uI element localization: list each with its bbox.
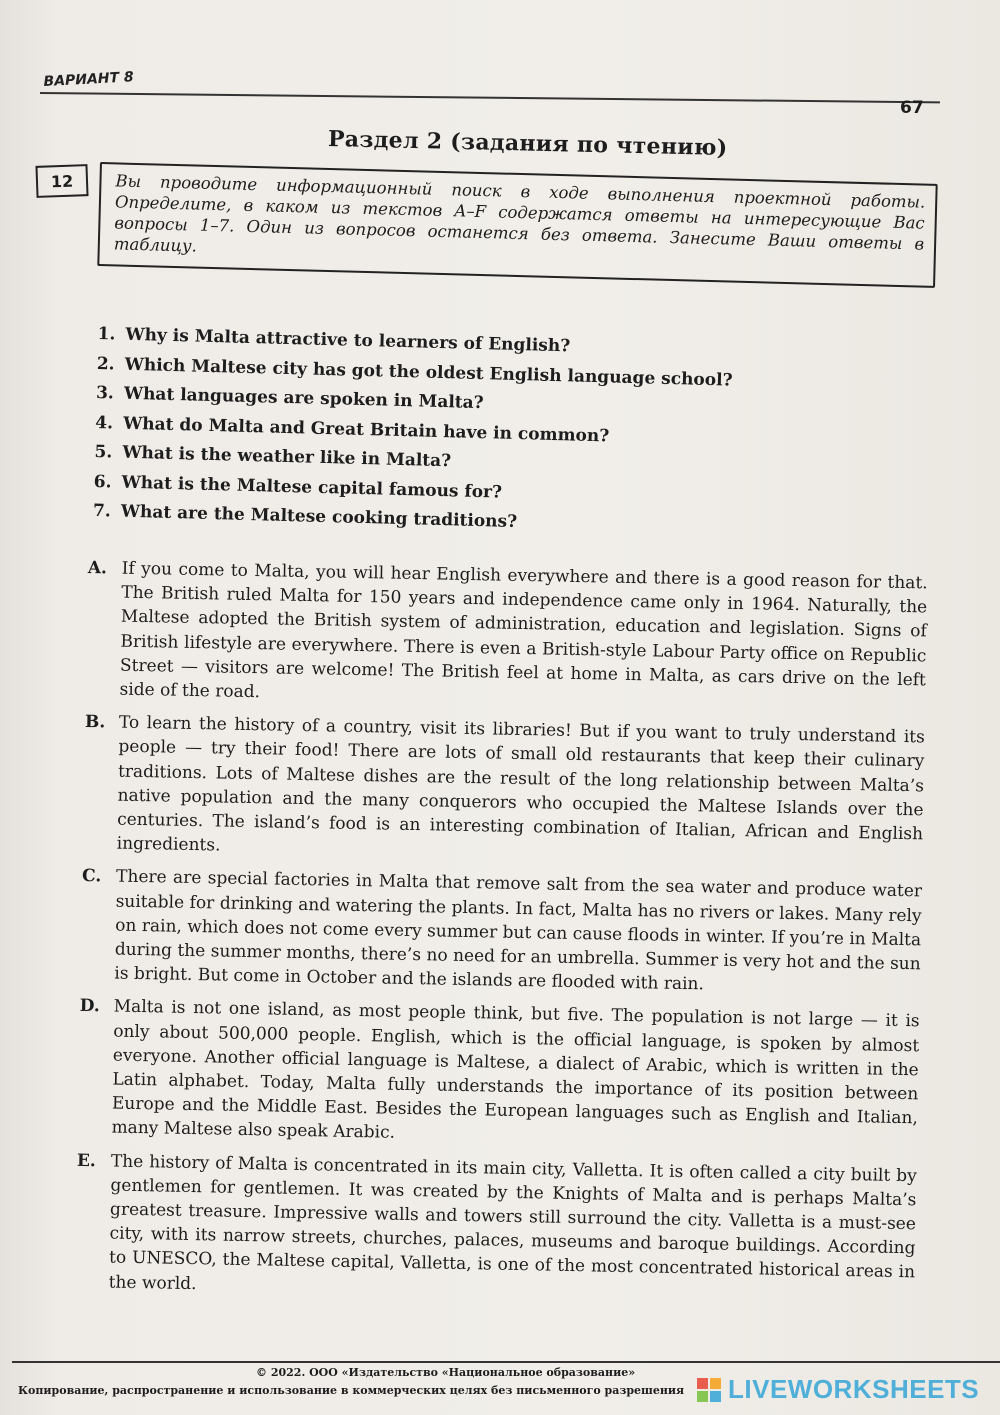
watermark-text: LIVEWORKSHEETS bbox=[728, 1374, 980, 1404]
text-body: The history of Malta is concentrated in its main city, Valletta. It is often called a city built by gentlemen for gentlemen. It was created by the Knights of Malta and is perhaps Malta’s greatest treasure. Impressive walls and towers still surround the city. Valletta is a must-see city, with its narrow streets, churches, palaces, museums and baroque buildings. According to UNESCO, the Maltese capital, Valletta, is one of the most concentrated historical areas in the world. bbox=[108, 1151, 917, 1294]
text-letter: C. bbox=[81, 866, 102, 887]
question-number: 6. bbox=[93, 471, 112, 492]
text-d bbox=[77, 994, 920, 1155]
text-list bbox=[74, 556, 928, 1318]
text-body: There are special factories in Malta that remove salt from the sea water and produce water suitable for drinking and watering the plants. In fact, Malta has no rivers or lakes. Many rely on rain, which does not come every summer but can cause floods in winter. If you’re in Malta during the summer months, there’s no need for an umbrella. Summer is very hot and the sun is bright. But come in October and the islands are flooded with rain. bbox=[114, 867, 923, 995]
text-a bbox=[85, 556, 928, 717]
text-letter: E. bbox=[76, 1150, 96, 1171]
header-rule bbox=[40, 92, 940, 103]
question-text: Why is Malta attractive to learners of English? bbox=[125, 324, 571, 357]
question-list bbox=[93, 320, 738, 543]
text-b bbox=[83, 710, 926, 871]
question-text: What do Malta and Great Britain have in common? bbox=[122, 413, 610, 446]
text-letter: D. bbox=[79, 996, 100, 1017]
text-letter: B. bbox=[84, 712, 106, 733]
question-text: Which Maltese city has got the oldest English language school? bbox=[124, 354, 733, 391]
question-number: 1. bbox=[97, 323, 116, 345]
question-text: What are the Maltese cooking traditions? bbox=[120, 501, 518, 533]
question-number: 3. bbox=[95, 382, 115, 404]
task-instruction: Вы проводите информационный поиск в ходе выполнения проектной работы. Определите, в каком из текстов A–F содержатся ответы на интересующие Вас вопросы 1–7. Один из вопросов останется без ответа. Занесите Ваши ответы в таблицу. bbox=[97, 162, 937, 288]
question-text: What languages are spoken in Malta? bbox=[123, 383, 484, 414]
text-c bbox=[80, 864, 922, 1000]
variant-label: ВАРИАНТ 8 bbox=[43, 69, 135, 90]
question-number: 5. bbox=[94, 441, 113, 463]
task-number: 12 bbox=[35, 164, 88, 198]
text-body: If you come to Malta, you will hear English everywhere and there is a good reason for that. The British ruled Malta for 150 years and independence came only in 1964. Naturally, the Maltese adopted the British system of administration, education and legislation. Signs of British lifestyle are everywhere. There is even a British-style Labour Party office on Republic Street — visitors are welcome! The British feel at home in Malta, as cars drive on the left side of the road. bbox=[119, 558, 928, 703]
text-letter: A. bbox=[87, 557, 108, 579]
footer-rule bbox=[12, 1361, 1000, 1363]
text-body: Malta is not one island, as most people think, but five. The population is not large — it is only about 500,000 people. English, which is the official language, is spoken by almost everyone. Another official language is Maltese, a dialect of Arabic, which is written in the Latin alphabet. Today, Malta fully understands the importance of its position between Europe and the Middle East. Besides the European languages such as English and Italian, many Maltese also speak Arabic. bbox=[111, 997, 920, 1144]
text-e bbox=[74, 1149, 917, 1310]
question-number: 2. bbox=[96, 353, 115, 374]
liveworksheets-watermark bbox=[696, 1374, 979, 1405]
page-number: 67 bbox=[900, 98, 924, 118]
question-number: 7. bbox=[92, 500, 112, 522]
question-number: 4. bbox=[95, 412, 114, 433]
section-title: Раздел 2 (задания по чтению) bbox=[327, 126, 728, 162]
copyright-notice: © 2022. ООО «Издательство «Национальное образование» bbox=[256, 1366, 636, 1379]
liveworksheets-logo-icon bbox=[696, 1377, 722, 1403]
legal-notice: Копирование, распространение и использование в коммерческих целях без письменного разрешения bbox=[18, 1384, 685, 1397]
question-text: What is the Maltese capital famous for? bbox=[121, 472, 503, 503]
text-body: To learn the history of a country, visit its libraries! But if you want to truly understand its people — try their food! There are lots of small old restaurants that keep their culinary traditions. Lots of Maltese dishes are the result of the long relationship between Malta’s native population and the many conquerors who occupied the Maltese Islands over the centuries. The island’s food is an interesting combination of Italian, African and English ingredients. bbox=[116, 712, 925, 856]
question-text: What is the weather like in Malta? bbox=[122, 442, 452, 472]
